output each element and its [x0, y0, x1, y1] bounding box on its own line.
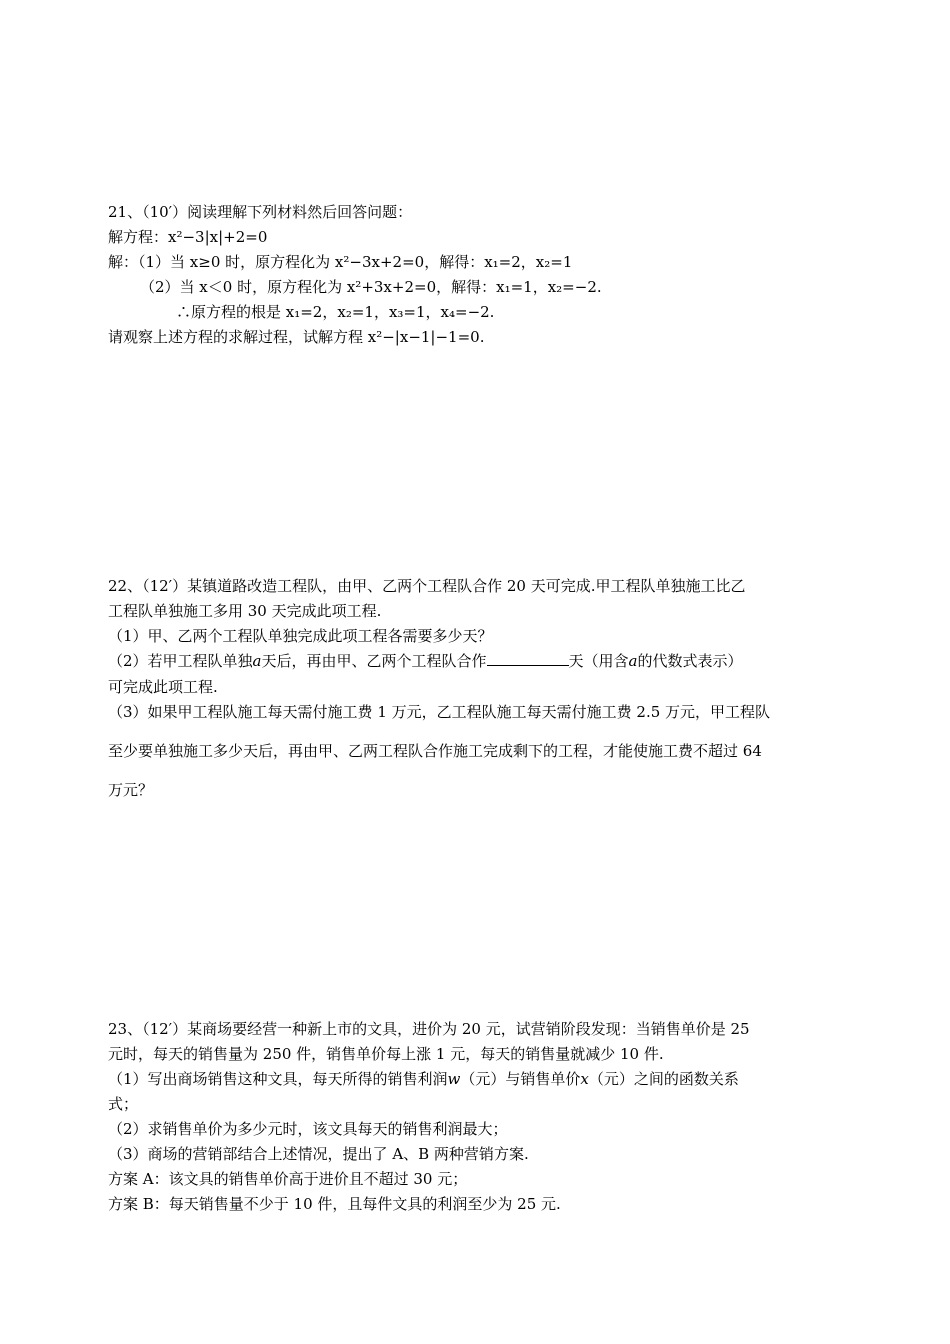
q22-part-2-text-c: 天（用含: [568, 652, 629, 670]
q23-line-2: 元时，每天的销售量为 250 件，销售单价每上涨 1 元，每天的销售量就减少 10 件.: [108, 1045, 664, 1063]
q21-case-1: 解：（1）当 x≥0 时，原方程化为 x²−3x+2=0，解得：x₁=2，x₂=1: [108, 253, 573, 271]
q23-line-1: 23、（12′）某商场要经营一种新上市的文具，进价为 20 元，试营销阶段发现：当销售单价是 25: [108, 1020, 750, 1038]
q22-part-2-text-b: 天后，再由甲、乙两个工程队合作: [261, 652, 487, 670]
q22-part-2: [108, 651, 743, 671]
q22-part-1: （1）甲、乙两个工程队单独完成此项工程各需要多少天？: [108, 627, 493, 645]
q21-equation: 解方程：x²−3|x|+2=0: [108, 228, 268, 246]
q23-plan-a: 方案 A：该文具的销售单价高于进价且不超过 30 元；: [108, 1170, 468, 1188]
q22-line-2: 工程队单独施工多用 30 天完成此项工程.: [108, 602, 382, 620]
q21-task: 请观察上述方程的求解过程，试解方程 x²−|x−1|−1=0.: [108, 328, 485, 346]
q22-part-2-text-a: （2）若甲工程队单独: [108, 652, 253, 670]
q22-part-2-cont: 可完成此项工程.: [108, 678, 218, 696]
q22-part-2-text-d: 的代数式表示）: [637, 652, 743, 670]
q23-part-1-text-b: （元）与销售单价: [460, 1070, 581, 1088]
q22-part-3-end: 万元？: [108, 781, 154, 799]
q21-title: 21、（10′）阅读理解下列材料然后回答问题：: [108, 203, 413, 221]
q23-part-2: （2）求销售单价为多少元时，该文具每天的销售利润最大；: [108, 1120, 508, 1138]
q23-plan-b: 方案 B：每天销售量不少于 10 件，且每件文具的利润至少为 25 元.: [108, 1195, 561, 1213]
q22-line-1: 22、（12′）某镇道路改造工程队，由甲、乙两个工程队合作 20 天可完成.甲工程队单独施工比乙: [108, 577, 746, 595]
q23-var-x: x: [580, 1070, 589, 1088]
q23-part-3: （3）商场的营销部结合上述情况，提出了 A、B 两种营销方案.: [108, 1145, 529, 1163]
q23-part-1-text-a: （1）写出商场销售这种文具，每天所得的销售利润: [108, 1070, 448, 1088]
q22-answer-blank[interactable]: [487, 651, 569, 666]
q21-case-2: （2）当 x＜0 时，原方程化为 x²+3x+2=0，解得：x₁=1，x₂=−2.: [140, 278, 602, 296]
q22-var-a-2: a: [628, 652, 638, 670]
q23-part-1-text-c: （元）之间的函数关系: [588, 1070, 739, 1088]
q21-roots: ∴原方程的根是 x₁=2，x₂=1，x₃=1，x₄=−2.: [176, 303, 495, 321]
q22-part-3-cont: 至少要单独施工多少天后，再由甲、乙两工程队合作施工完成剩下的工程，才能使施工费不超过 64: [108, 742, 762, 760]
q23-part-1: [108, 1069, 739, 1089]
q22-part-3: （3）如果甲工程队施工每天需付施工费 1 万元，乙工程队施工每天需付施工费 2.5 万元，甲工程队: [108, 703, 771, 721]
q23-part-1-cont: 式；: [108, 1095, 139, 1113]
q22-var-a: a: [252, 652, 262, 670]
q23-var-w: w: [447, 1070, 461, 1088]
